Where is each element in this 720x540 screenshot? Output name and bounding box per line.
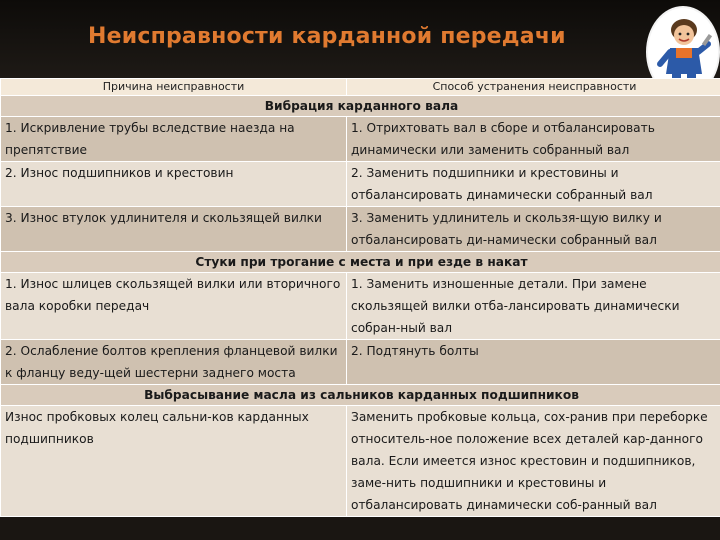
remedy-cell: 3. Заменить удлинитель и скользя-щую вилку и отбалансировать ди-намически собранный вал xyxy=(347,207,720,252)
cause-cell: 2. Износ подшипников и крестовин xyxy=(1,162,347,207)
cause-cell: 1. Искривление трубы вследствие наезда на препятствие xyxy=(1,117,347,162)
page-title: Неисправности карданной передачи xyxy=(88,24,566,49)
column-header-cause: Причина неисправности xyxy=(1,79,347,96)
table-row xyxy=(1,273,720,340)
remedy-cell: 2. Заменить подшипники и крестовины и отбалансировать динамически собранный вал xyxy=(347,162,720,207)
table-header-row xyxy=(1,79,720,96)
table-row xyxy=(1,117,720,162)
section-header xyxy=(1,96,720,117)
section-header xyxy=(1,252,720,273)
cause-cell: Износ пробковых колец сальни-ков карданных подшипников xyxy=(1,406,347,517)
remedy-cell: 1. Заменить изношенные детали. При замене скользящей вилки отба-лансировать динамически собран-ный вал xyxy=(347,273,720,340)
section-title: Стуки при трогание с места и при езде в накат xyxy=(1,252,720,273)
cause-cell: 2. Ослабление болтов крепления фланцевой вилки к фланцу веду-щей шестерни заднего моста xyxy=(1,340,347,385)
remedy-cell: Заменить пробковые кольца, сох-ранив при переборке относитель-ное положение всех деталей кар-данного вала. Если имеется износ крестовин и подшипников, заме-нить подшипники и крестовины и отбалансировать динамически соб-ранный вал xyxy=(347,406,720,517)
table-row xyxy=(1,406,720,517)
faults-table xyxy=(0,78,720,517)
column-header-remedy: Способ устранения неисправности xyxy=(347,79,720,96)
section-header xyxy=(1,385,720,406)
cause-cell: 3. Износ втулок удлинителя и скользящей вилки xyxy=(1,207,347,252)
cause-cell: 1. Износ шлицев скользящей вилки или вторичного вала коробки передач xyxy=(1,273,347,340)
table-row xyxy=(1,340,720,385)
table-row xyxy=(1,207,720,252)
section-title: Вибрация карданного вала xyxy=(1,96,720,117)
remedy-cell: 2. Подтянуть болты xyxy=(347,340,720,385)
table-row xyxy=(1,162,720,207)
remedy-cell: 1. Отрихтовать вал в сборе и отбалансировать динамически или заменить собранный вал xyxy=(347,117,720,162)
section-title: Выбрасывание масла из сальников карданных подшипников xyxy=(1,385,720,406)
